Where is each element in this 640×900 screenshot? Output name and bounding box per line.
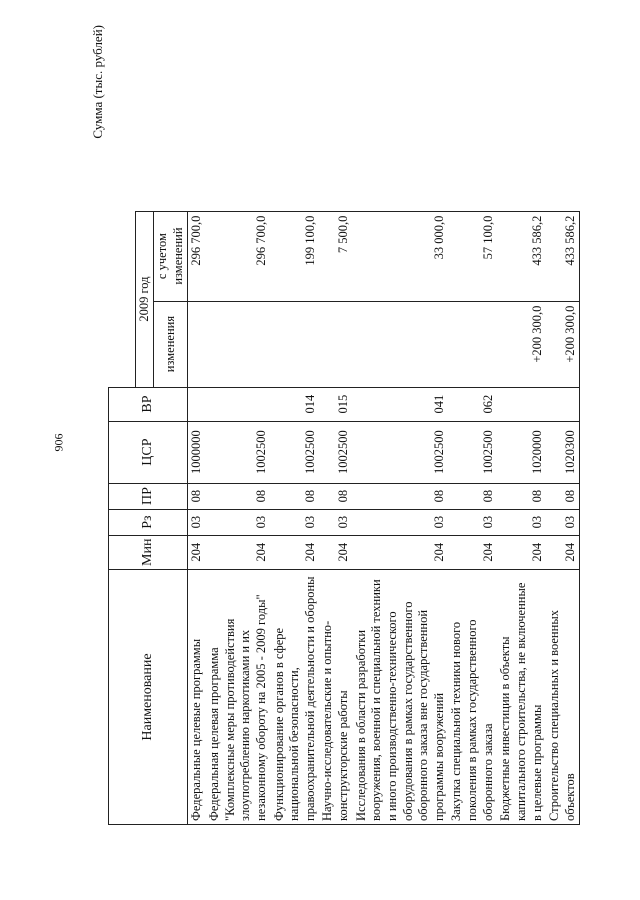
cell-total: 57 100,0 (448, 211, 497, 301)
header-pr: ПР (109, 483, 188, 509)
cell-min: 204 (353, 535, 449, 569)
cell-total: 296 700,0 (206, 211, 271, 301)
cell-min: 204 (448, 535, 497, 569)
cell-change (448, 301, 497, 387)
table-row (497, 211, 546, 824)
header-min: Мин (109, 535, 188, 569)
cell-csr: 1002500 (271, 421, 320, 483)
cell-name: Функционирование органов в сфере национальной безопасности, правоохранительной деятельности и обороны (271, 570, 320, 825)
header-csr: ЦСР (109, 421, 188, 483)
cell-pr: 08 (546, 483, 580, 509)
cell-csr: 1020000 (497, 421, 546, 483)
table-row (188, 211, 206, 824)
header-with-changes: с учетом изменений (154, 211, 188, 301)
cell-name: Федеральные целевые программы (188, 570, 206, 825)
cell-rz: 03 (497, 509, 546, 535)
cell-change (319, 301, 352, 387)
table-row (319, 211, 352, 824)
cell-rz: 03 (206, 509, 271, 535)
header-year: 2009 год (135, 211, 154, 387)
page-number: 906 (51, 433, 66, 452)
table-body (188, 211, 580, 824)
cell-rz: 03 (353, 509, 449, 535)
cell-vr: 014 (271, 387, 320, 421)
cell-total: 296 700,0 (188, 211, 206, 301)
rotated-page-content (90, 25, 577, 825)
header-changes: изменения (154, 301, 188, 387)
cell-pr: 08 (271, 483, 320, 509)
cell-min: 204 (188, 535, 206, 569)
cell-csr: 1002500 (319, 421, 352, 483)
cell-csr: 1002500 (353, 421, 449, 483)
cell-change: +200 300,0 (546, 301, 580, 387)
header-vr: ВР (109, 387, 188, 421)
header-name: Наименование (109, 570, 188, 825)
cell-total: 199 100,0 (271, 211, 320, 301)
cell-vr: 015 (319, 387, 352, 421)
cell-name: Бюджетные инвестиции в объекты капитального строительства, не включенные в целевые программы (497, 570, 546, 825)
cell-pr: 08 (206, 483, 271, 509)
cell-pr: 08 (448, 483, 497, 509)
cell-pr: 08 (497, 483, 546, 509)
table-row (353, 211, 449, 824)
cell-name: Научно-исследовательские и опытно-конструкторские работы (319, 570, 352, 825)
cell-pr: 08 (319, 483, 352, 509)
cell-vr: 041 (353, 387, 449, 421)
cell-name: Закупка специальной техники нового поколения в рамках государственного оборонного заказа (448, 570, 497, 825)
header-spacer (109, 211, 136, 387)
cell-csr: 1020300 (546, 421, 580, 483)
cell-min: 204 (497, 535, 546, 569)
cell-vr (546, 387, 580, 421)
units-label: Сумма (тыс. рублей) (90, 25, 105, 139)
table-row (546, 211, 580, 824)
table-row (271, 211, 320, 824)
cell-vr: 062 (448, 387, 497, 421)
cell-name: Исследования в области разработки вооружения, военной и специальной техники и иного производственно-технического оборудования в рамках государственного оборонного заказа вне государственной программы вооружений (353, 570, 449, 825)
cell-name: Строительство специальных и военных объектов (546, 570, 580, 825)
cell-vr (206, 387, 271, 421)
cell-total: 433 586,2 (546, 211, 580, 301)
budget-table (108, 211, 580, 825)
cell-change (353, 301, 449, 387)
cell-name: Федеральная целевая программа "Комплексные меры противодействия злоупотреблению наркотиками и их незаконному обороту на 2005 - 2009 годы" (206, 570, 271, 825)
cell-csr: 1000000 (188, 421, 206, 483)
cell-rz: 03 (188, 509, 206, 535)
cell-total: 433 586,2 (497, 211, 546, 301)
cell-rz: 03 (546, 509, 580, 535)
cell-change (188, 301, 206, 387)
cell-rz: 03 (448, 509, 497, 535)
cell-vr (497, 387, 546, 421)
cell-total: 33 000,0 (353, 211, 449, 301)
cell-pr: 08 (353, 483, 449, 509)
table-row (206, 211, 271, 824)
table-row (448, 211, 497, 824)
cell-min: 204 (319, 535, 352, 569)
cell-vr (188, 387, 206, 421)
cell-rz: 03 (271, 509, 320, 535)
cell-min: 204 (271, 535, 320, 569)
cell-change: +200 300,0 (497, 301, 546, 387)
cell-csr: 1002500 (206, 421, 271, 483)
cell-total: 7 500,0 (319, 211, 352, 301)
cell-pr: 08 (188, 483, 206, 509)
cell-rz: 03 (319, 509, 352, 535)
cell-change (206, 301, 271, 387)
cell-min: 204 (546, 535, 580, 569)
header-rz: Рз (109, 509, 188, 535)
cell-csr: 1002500 (448, 421, 497, 483)
cell-change (271, 301, 320, 387)
cell-min: 204 (206, 535, 271, 569)
